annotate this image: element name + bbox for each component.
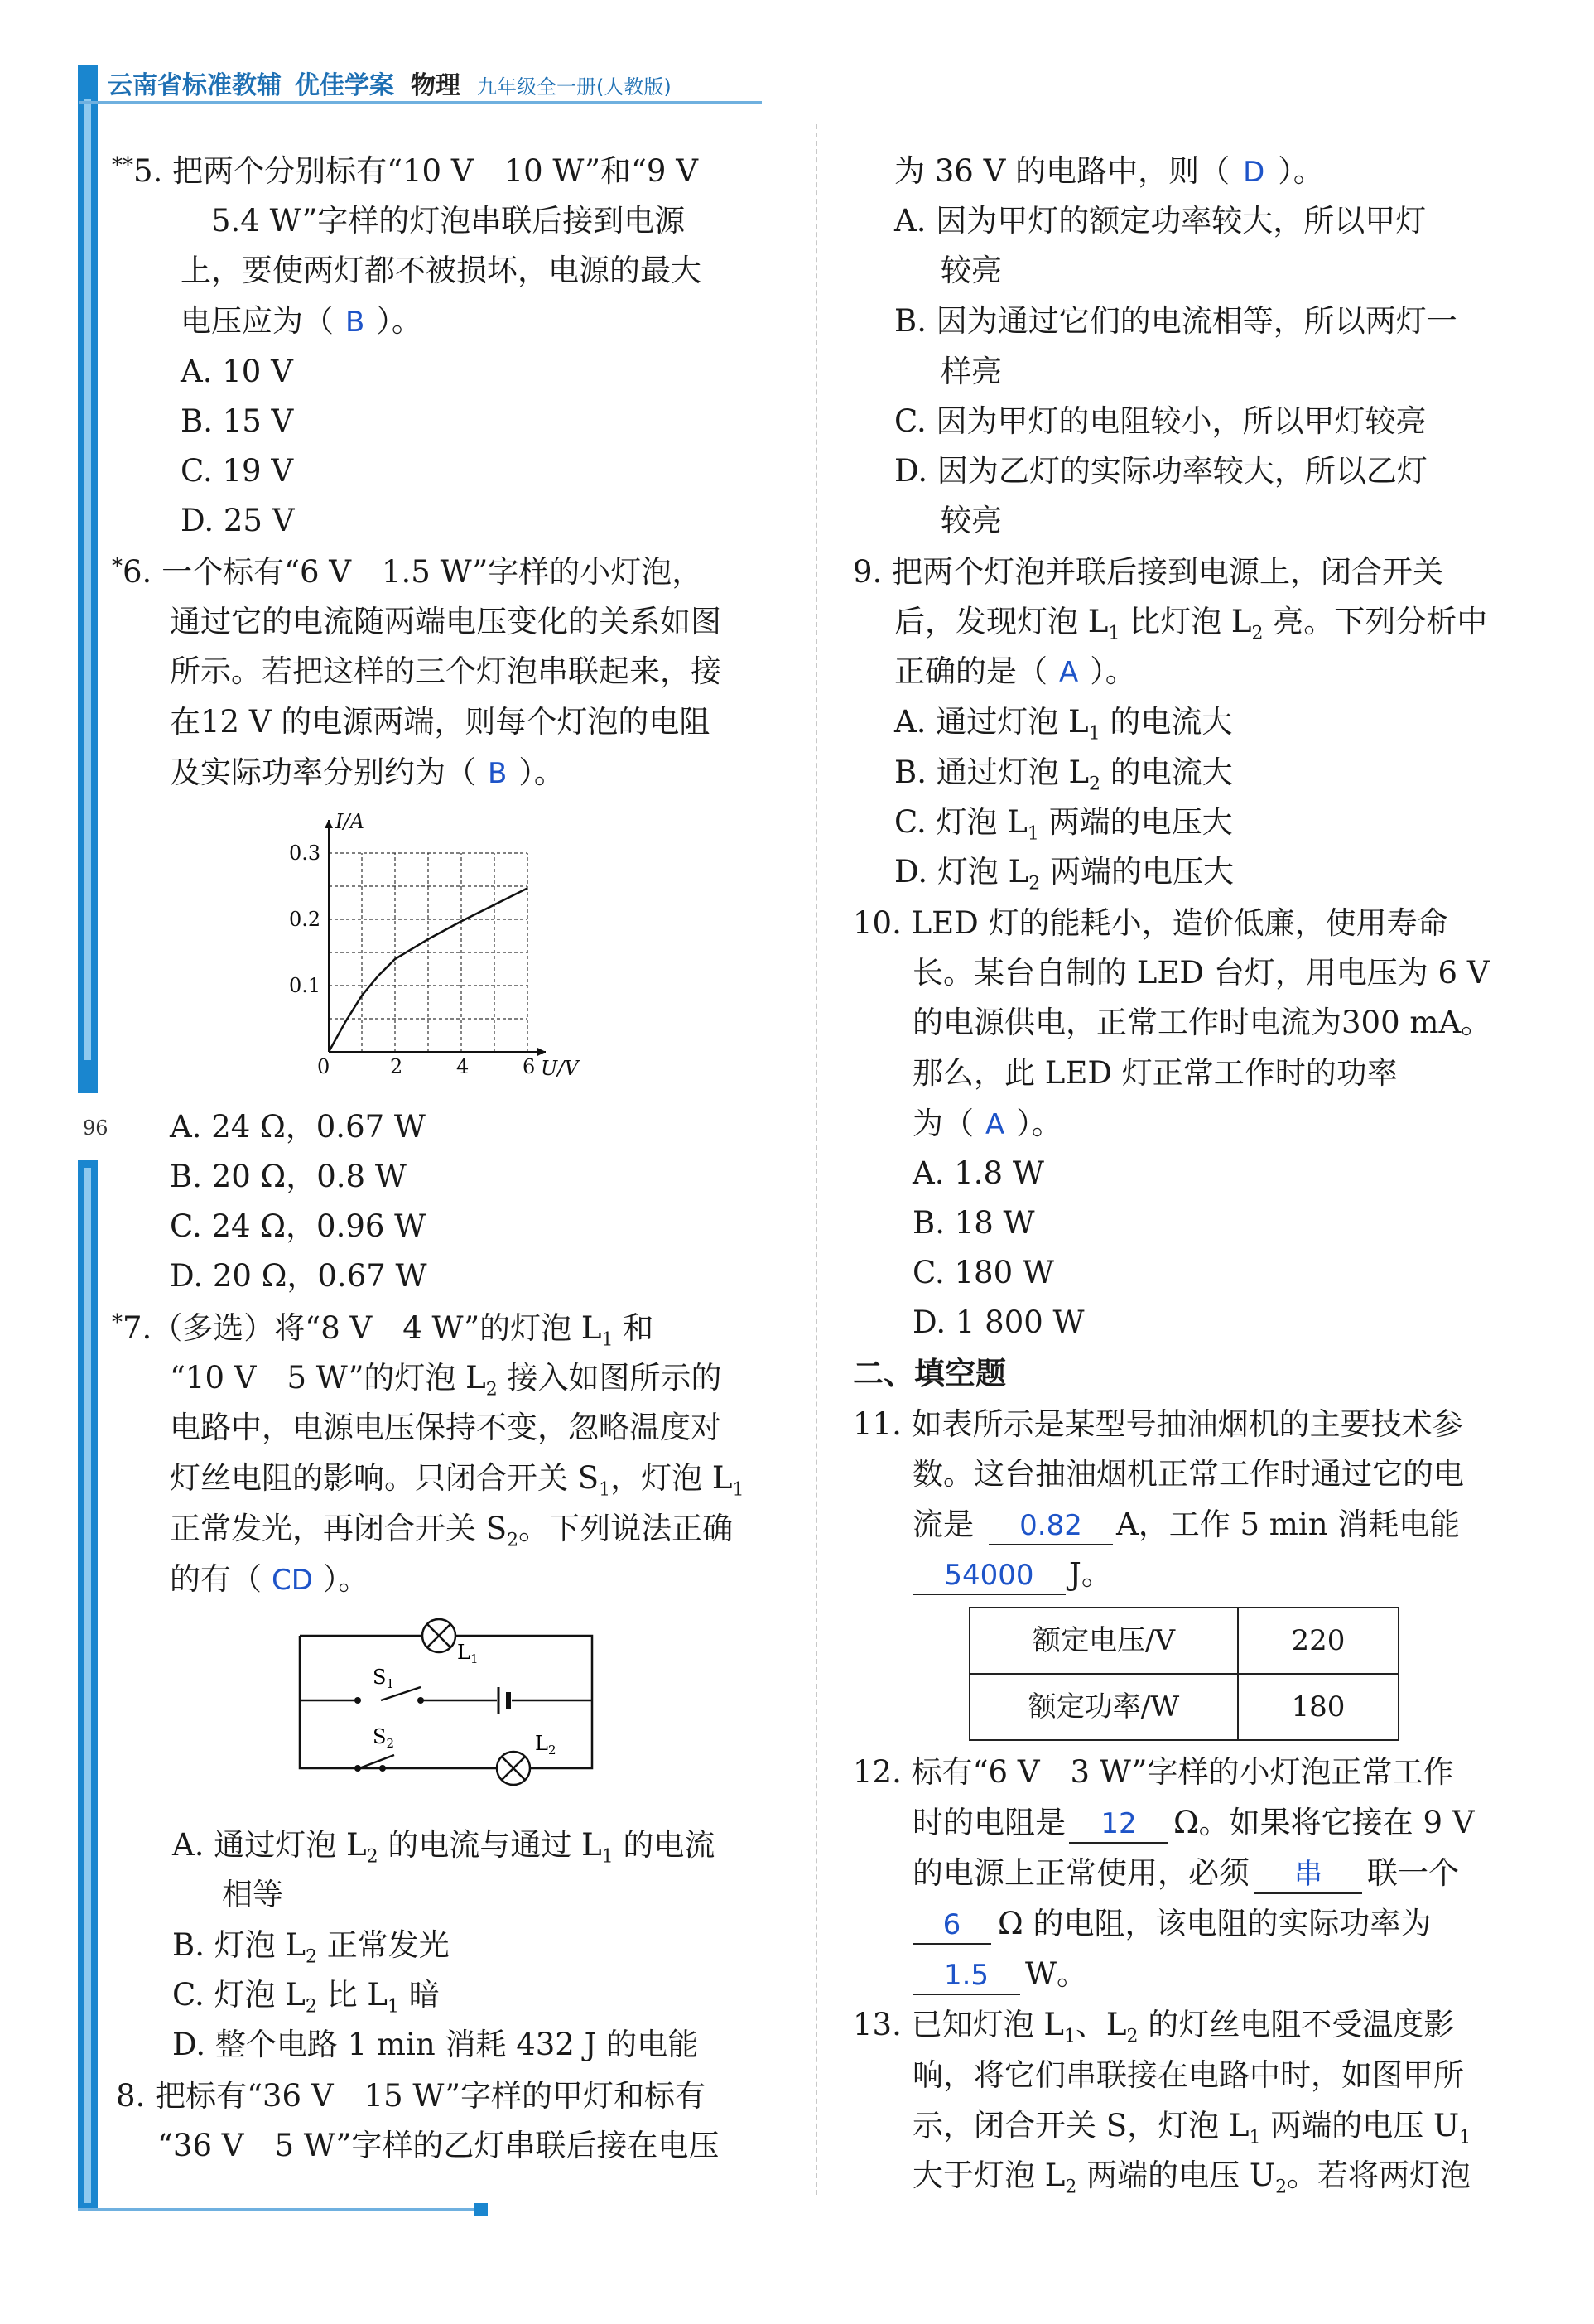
chart-x-label: U/V bbox=[541, 1057, 579, 1080]
q6-option-d: D. 20 Ω，0.67 W bbox=[170, 1258, 427, 1294]
q12-blank-3: 6 bbox=[913, 1907, 991, 1945]
q8-line1: 8. 把标有“36 V 15 W”字样的甲灯和标有 bbox=[116, 2078, 706, 2114]
q12-line2: 时的电阻是 12 Ω。如果将它接在 9 V bbox=[913, 1797, 1474, 1848]
q11-spec-table bbox=[969, 1607, 1399, 1741]
chart-x-tick-label: 0 bbox=[317, 1055, 330, 1078]
q12-blank-1: 12 bbox=[1069, 1806, 1168, 1844]
q6-option-b: B. 20 Ω，0.8 W bbox=[170, 1159, 407, 1194]
header-grade: 九年级全一册(人教版) bbox=[477, 75, 672, 99]
chart-axes bbox=[325, 820, 546, 1056]
q6-line3: 所示。若把这样的三个灯泡串联起来，接 bbox=[170, 653, 721, 689]
q6-line5: 及实际功率分别约为（ B ）。 bbox=[170, 755, 565, 790]
q6-line4: 在12 V 的电源两端，则每个灯泡的电阻 bbox=[170, 704, 710, 740]
switch-s2-icon bbox=[358, 1755, 394, 1768]
chart-grid bbox=[329, 853, 527, 1052]
q7-option-c: C. 灯泡 $L_2$ 比 $L_1$ 暗 bbox=[172, 1977, 440, 2018]
q6-option-c: C. 24 Ω，0.96 W bbox=[170, 1208, 426, 1244]
q10-option-a: A. 1.8 W bbox=[913, 1155, 1044, 1191]
q13-line2: 响，将它们串联接在电路中时，如图甲所 bbox=[913, 2057, 1464, 2093]
q11-line2: 数。这台抽油烟机正常工作时通过它的电 bbox=[913, 1456, 1464, 1492]
q7-option-a-line2: 相等 bbox=[222, 1877, 283, 1912]
chart-y-tick-label: 0.2 bbox=[289, 908, 321, 931]
q11-line3: 流是 0.82 A，工作 5 min 消耗电能 bbox=[913, 1499, 1460, 1550]
q7-option-b: B. 灯泡 $L_2$ 正常发光 bbox=[172, 1927, 450, 1968]
q13-line1: 13. 已知灯泡 $L_1$、$L_2$ 的灯丝电阻不受温度影 bbox=[853, 2007, 1455, 2047]
q8-line2: “36 V 5 W”字样的乙灯串联后接在电压 bbox=[157, 2128, 720, 2163]
q5-answer: B bbox=[345, 306, 365, 339]
q8-answer: D bbox=[1243, 156, 1265, 189]
q11-blank-2: 54000 bbox=[913, 1557, 1066, 1595]
q9-line1: 9. 把两个灯泡并联后接到电源上，闭合开关 bbox=[853, 554, 1444, 590]
chart-y-arrow bbox=[325, 820, 333, 828]
q8-option-a-line1: A. 因为甲灯的额定功率较大，所以甲灯 bbox=[894, 203, 1427, 239]
q5-option-c: C. 19 V bbox=[181, 453, 294, 489]
q10-line1: 10. LED 灯的能耗小，造价低廉，使用寿命 bbox=[853, 905, 1448, 941]
header-series: 云南省标准教辅 bbox=[108, 71, 282, 100]
q8-line3: 为 36 V 的电路中，则（ D ）。 bbox=[894, 153, 1324, 189]
q7-circuit-diagram bbox=[290, 1611, 638, 1777]
q10-line2: 长。某台自制的 LED 台灯，用电压为 6 V bbox=[913, 955, 1490, 991]
q5-line2: 5.4 W”字样的灯泡串联后接到电源 bbox=[211, 203, 686, 239]
q12-blank-2: 串 bbox=[1254, 1856, 1362, 1894]
q10-option-d: D. 1 800 W bbox=[913, 1304, 1085, 1340]
q5-option-d: D. 25 V bbox=[181, 503, 295, 538]
q12-blank-4: 1.5 bbox=[913, 1957, 1020, 1995]
header-book: 优佳学案 bbox=[295, 71, 394, 100]
q12-line4: 6 Ω 的电阻，该电阻的实际功率为 bbox=[913, 1898, 1431, 1949]
label-s2: $S_2$ bbox=[373, 1725, 394, 1751]
q7-line6: 的有（ CD ）。 bbox=[170, 1561, 369, 1597]
page-number: 96 bbox=[83, 1116, 108, 1140]
q9-answer: A bbox=[1059, 656, 1079, 689]
q7-line4: 灯丝电阻的影响。只闭合开关 $S_1$，灯泡 $L_1$ bbox=[170, 1460, 744, 1501]
chart-x-tick-label: 4 bbox=[456, 1055, 470, 1078]
header-rule bbox=[79, 101, 762, 104]
footer-rule bbox=[78, 2208, 475, 2211]
chart-x-tick-label: 6 bbox=[523, 1055, 536, 1078]
q5-line1: **5. 把两个分别标有“10 V 10 W”和“9 V bbox=[112, 153, 698, 189]
q9-option-d: D. 灯泡 $L_2$ 两端的电压大 bbox=[894, 854, 1234, 894]
q7-option-a-line1: A. 通过灯泡 $L_2$ 的电流与通过 $L_1$ 的电流 bbox=[172, 1827, 715, 1868]
footer-square bbox=[474, 2203, 488, 2216]
q13-line4: 大于灯泡 $L_2$ 两端的电压 $U_2$。若将两灯泡 bbox=[913, 2158, 1471, 2198]
left-margin-bar-inner bbox=[84, 99, 91, 1060]
label-l1: $L_1$ bbox=[457, 1641, 479, 1666]
q6-line1: *6. 一个标有“6 V 1.5 W”字样的小灯泡， bbox=[112, 554, 703, 590]
q10-line4: 那么，此 LED 灯正常工作时的功率 bbox=[913, 1055, 1398, 1091]
table-row bbox=[970, 1608, 1399, 1674]
label-s1: $S_1$ bbox=[373, 1666, 394, 1691]
q6-answer: B bbox=[488, 757, 508, 790]
q12-line3: 的电源上正常使用，必须 串 联一个 bbox=[913, 1848, 1459, 1898]
table-cell: 180 bbox=[1238, 1674, 1399, 1740]
q5-option-a: A. 10 V bbox=[181, 354, 293, 389]
iu-chart bbox=[282, 803, 646, 1080]
q8-option-d-line1: D. 因为乙灯的实际功率较大，所以乙灯 bbox=[894, 453, 1428, 489]
chart-y-tick-label: 0.3 bbox=[289, 841, 321, 865]
running-header bbox=[108, 65, 672, 101]
q13-line3: 示，闭合开关 S，灯泡 $L_1$ 两端的电压 $U_1$ bbox=[913, 2108, 1471, 2148]
q7-line1: *7.（多选）将“8 V 4 W”的灯泡 $L_1$ 和 bbox=[112, 1310, 654, 1351]
chart-y-tick-label: 0.1 bbox=[289, 974, 321, 997]
q11-line1: 11. 如表所示是某型号抽油烟机的主要技术参 bbox=[853, 1406, 1463, 1442]
q8-option-d-line2: 较亮 bbox=[941, 503, 1002, 538]
left-margin-bar-lower-inner bbox=[84, 1168, 91, 2203]
column-divider bbox=[816, 124, 817, 2195]
q9-option-a: A. 通过灯泡 $L_1$ 的电流大 bbox=[894, 704, 1233, 745]
table-cell: 220 bbox=[1238, 1608, 1399, 1674]
circuit-wire-middle bbox=[300, 1687, 592, 1700]
q11-blank-1: 0.82 bbox=[989, 1507, 1113, 1545]
table-cell: 额定功率/W bbox=[970, 1674, 1238, 1740]
q5-option-b: B. 15 V bbox=[181, 403, 294, 439]
q12-line1: 12. 标有“6 V 3 W”字样的小灯泡正常工作 bbox=[853, 1754, 1454, 1790]
q7-line2: “10 V 5 W”的灯泡 $L_2$ 接入如图所示的 bbox=[170, 1360, 722, 1401]
chart-x-tick-label: 2 bbox=[390, 1055, 403, 1078]
chart-labels bbox=[289, 810, 580, 1080]
q10-line5: 为（ A ）。 bbox=[913, 1106, 1062, 1141]
q10-line3: 的电源供电，正常工作时电流为300 mA。 bbox=[913, 1005, 1492, 1040]
q5-star: ** bbox=[112, 153, 133, 178]
q7-option-d: D. 整个电路 1 min 消耗 432 J 的电能 bbox=[172, 2027, 699, 2062]
chart-x-arrow bbox=[537, 1048, 546, 1056]
q9-option-b: B. 通过灯泡 $L_2$ 的电流大 bbox=[894, 755, 1233, 795]
q9-line3: 正确的是（ A ）。 bbox=[894, 653, 1136, 689]
q6-option-a: A. 24 Ω，0.67 W bbox=[170, 1109, 426, 1145]
q5-line3: 上，要使两灯都不被损坏，电源的最大 bbox=[181, 253, 701, 288]
q10-answer: A bbox=[985, 1108, 1005, 1141]
q7-line3: 电路中，电源电压保持不变，忽略温度对 bbox=[170, 1410, 721, 1445]
header-subject: 物理 bbox=[411, 71, 460, 100]
q11-line4: 54000 J。 bbox=[913, 1549, 1112, 1599]
q8-option-b-line2: 样亮 bbox=[941, 354, 1002, 389]
q9-option-c: C. 灯泡 $L_1$ 两端的电压大 bbox=[894, 804, 1233, 845]
q7-answer: CD bbox=[272, 1564, 313, 1597]
q5-line4: 电压应为（ B ）。 bbox=[181, 303, 422, 339]
q9-line2: 后，发现灯泡 $L_1$ 比灯泡 $L_2$ 亮。下列分析中 bbox=[894, 604, 1488, 644]
q10-option-c: C. 180 W bbox=[913, 1255, 1054, 1290]
q12-line5: 1.5 W。 bbox=[913, 1949, 1087, 1999]
q8-option-a-line2: 较亮 bbox=[941, 253, 1002, 288]
q6-line2: 通过它的电流随两端电压变化的关系如图 bbox=[170, 604, 721, 639]
table-row bbox=[970, 1674, 1399, 1740]
label-l2: $L_2$ bbox=[535, 1732, 556, 1757]
chart-y-label: I/A bbox=[335, 810, 364, 833]
q8-option-c: C. 因为甲灯的电阻较小，所以甲灯较亮 bbox=[894, 403, 1427, 439]
section-heading-fill-in: 二、填空题 bbox=[853, 1356, 1006, 1391]
q8-option-b-line1: B. 因为通过它们的电流相等，所以两灯一 bbox=[894, 303, 1457, 339]
table-cell: 额定电压/V bbox=[970, 1608, 1238, 1674]
q10-option-b: B. 18 W bbox=[913, 1205, 1035, 1241]
q7-line5: 正常发光，再闭合开关 $S_2$。下列说法正确 bbox=[170, 1511, 734, 1551]
